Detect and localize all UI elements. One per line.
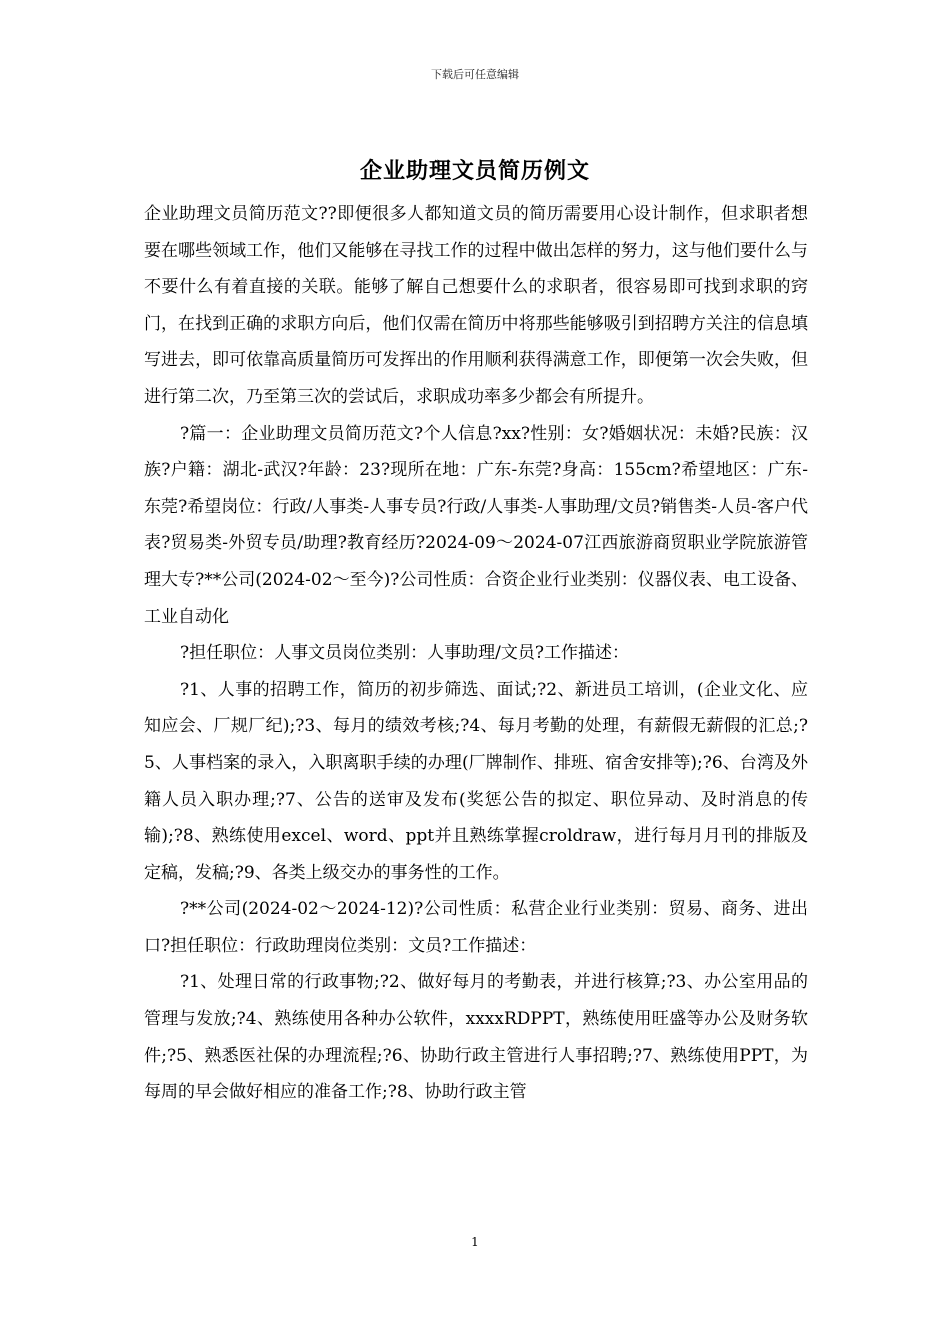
header-note: 下载后可任意编辑 [431, 68, 519, 81]
paragraph-company-2: ?**公司(2024-02～2024-12)?公司性质：私营企业行业类别：贸易、商务、进出口?担任职位：行政助理岗位类别：文员?工作描述： [144, 899, 808, 956]
paragraph-position-1: ?担任职位：人事文员岗位类别：人事助理/文员?工作描述： [180, 643, 629, 664]
paragraph-duties-2: ?1、处理日常的行政事物;?2、做好每月的考勤表，并进行核算;?3、办公室用品的管理与发放;?4、熟练使用各种办公软件，xxxxRDPPT，熟练使用旺盛等办公及财务软件;?5、熟悉医社保的办理流程;?6、协助行政主管进行人事招聘;?7、熟练使用PPT，为每周的早会做好相应的准备工作;?8、协助行政主管 [144, 972, 808, 1103]
document-body [144, 196, 808, 1111]
paragraph-personal-info: ?篇一：企业助理文员简历范文?个人信息?xx?性别：女?婚姻状况：未婚?民族：汉族?户籍：湖北-武汉?年龄：23?现所在地：广东-东莞?身高：155cm?希望地区：广东-东莞?希望岗位：行政/人事类-人事专员?行政/人事类-人事助理/文员?销售类-人员-客户代表?贸易类-外贸专员/助理?教育经历?2024-09～2024-07江西旅游商贸职业学院旅游管理大专?**公司(2024-02～至今)?公司性质：合资企业行业类别：仪器仪表、电工设备、工业自动化 [144, 423, 808, 627]
page-number: 1 [471, 1235, 479, 1249]
paragraph-intro: 企业助理文员简历范文??即便很多人都知道文员的简历需要用心设计制作，但求职者想要在哪些领域工作，他们又能够在寻找工作的过程中做出怎样的努力，这与他们要什么与不要什么有着直接的关联。能够了解自己想要什么的求职者，很容易即可找到求职的窍门，在找到正确的求职方向后，他们仅需在简历中将那些能够吸引到招聘方关注的信息填写进去，即可依靠高质量简历可发挥出的作用顺利获得满意工作，即便第一次会失败，但进行第二次，乃至第三次的尝试后，求职成功率多少都会有所提升。 [144, 204, 808, 407]
document-title: 企业助理文员简历例文 [359, 158, 590, 184]
paragraph-duties-1: ?1、人事的招聘工作，简历的初步筛选、面试;?2、新进员工培训，(企业文化、应知应会、厂规厂纪);?3、每月的绩效考核;?4、每月考勤的处理，有薪假无薪假的汇总;?5、人事档案的录入，入职离职手续的办理(厂牌制作、排班、宿舍安排等);?6、台湾及外籍人员入职办理;?7、公告的送审及发布(奖惩公告的拟定、职位异动、及时消息的传输);?8、熟练使用excel、word、ppt并且熟练掌握croldraw，进行每月月刊的排版及定稿，发稿;?9、各类上级交办的事务性的工作。 [144, 679, 808, 883]
